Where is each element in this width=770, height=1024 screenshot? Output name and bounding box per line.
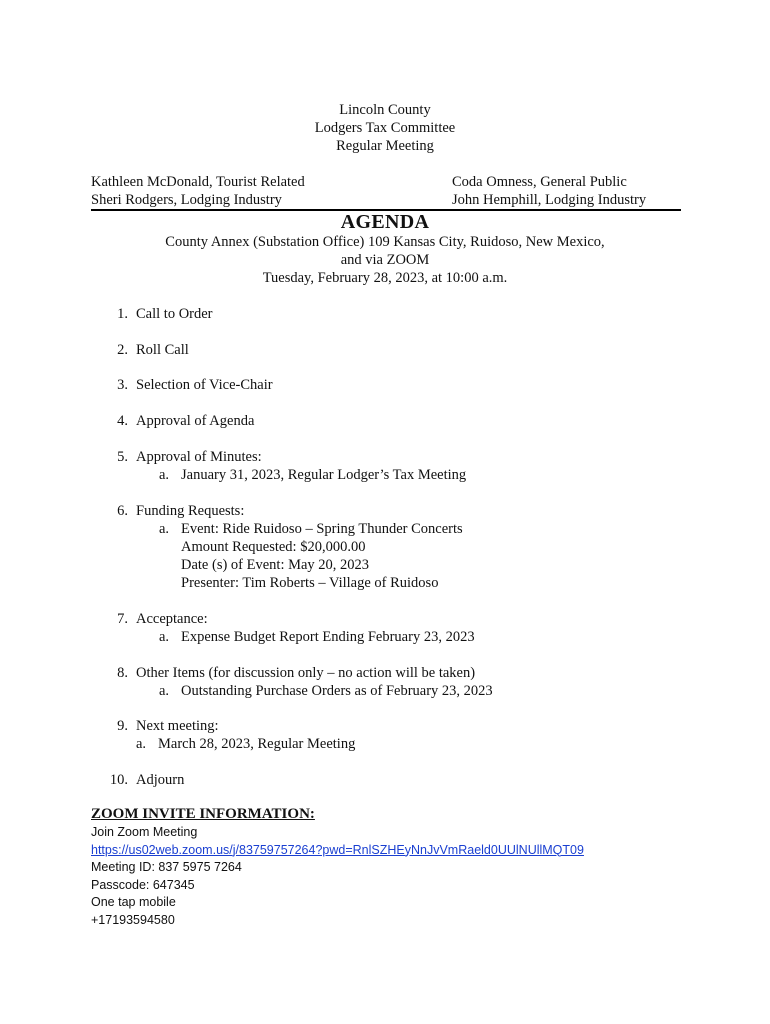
meeting-datetime: Tuesday, February 28, 2023, at 10:00 a.m. [262, 270, 508, 286]
item-number: 10. [109, 772, 128, 788]
item-number: 3. [117, 377, 128, 393]
subitem-text: March 28, 2023, Regular Meeting [158, 736, 356, 752]
committee-name: Lodgers Tax Committee [314, 120, 456, 136]
zoom-invite-section [91, 804, 584, 929]
item-number: 6. [117, 503, 128, 519]
item-number: 1. [117, 306, 128, 322]
location-address: County Annex (Substation Office) 109 Kansas City, Ruidoso, New Mexico, [165, 234, 605, 250]
item-text: Next meeting: [136, 718, 219, 734]
zoom-one-tap-label: One tap mobile [91, 895, 176, 909]
subitem-letter: a. [159, 521, 170, 537]
item-text: Acceptance: [136, 611, 208, 627]
subitem-letter: a. [159, 467, 170, 483]
item-number: 8. [117, 665, 128, 681]
zoom-passcode: Passcode: 647345 [91, 877, 195, 892]
location-via: and via ZOOM [340, 252, 430, 268]
zoom-meeting-id: Meeting ID: 837 5975 7264 [91, 860, 242, 874]
county-name: Lincoln County [339, 102, 431, 118]
subitem-text: Presenter: Tim Roberts – Village of Ruidoso [181, 575, 439, 591]
committee-members [91, 173, 681, 211]
item-number: 7. [117, 611, 128, 627]
item-number: 9. [117, 718, 128, 734]
item-text: Adjourn [136, 772, 185, 788]
zoom-meeting-link[interactable]: https://us02web.zoom.us/j/83759757264?pwd=RnlSZHEyNnJvVmRaeld0UUlNUllMQT09 [91, 842, 584, 857]
item-number: 4. [117, 413, 128, 429]
agenda-title: AGENDA [340, 211, 430, 233]
meeting-type: Regular Meeting [336, 138, 434, 154]
item-text: Funding Requests: [136, 503, 245, 519]
item-number: 5. [117, 449, 128, 465]
subitem-text: Outstanding Purchase Orders as of February 23, 2023 [181, 683, 493, 699]
zoom-join-label: Join Zoom Meeting [91, 825, 198, 839]
subitem-letter: a. [159, 629, 170, 645]
members-right-column [452, 173, 646, 209]
subitem-text: Event: Ride Ruidoso – Spring Thunder Concerts [181, 521, 463, 537]
member-name: John Hemphill, Lodging Industry [452, 192, 647, 208]
item-text: Approval of Agenda [136, 413, 255, 429]
item-text: Other Items (for discussion only – no action will be taken) [136, 665, 476, 681]
item-text: Roll Call [136, 342, 189, 358]
member-name: Kathleen McDonald, Tourist Related [91, 174, 305, 190]
item-number: 2. [117, 342, 128, 358]
members-left-column [91, 173, 305, 209]
subitem-letter: a. [159, 683, 170, 699]
subitem-text: January 31, 2023, Regular Lodger’s Tax Meeting [181, 467, 467, 483]
zoom-heading: ZOOM INVITE INFORMATION: [91, 806, 315, 822]
subitem-letter: a. [136, 736, 147, 752]
member-name: Sheri Rodgers, Lodging Industry [91, 192, 282, 208]
item-text: Approval of Minutes: [136, 449, 262, 465]
item-text: Call to Order [136, 306, 213, 322]
meeting-location [0, 233, 770, 287]
member-name: Coda Omness, General Public [452, 174, 627, 190]
subitem-text: Date (s) of Event: May 20, 2023 [181, 557, 370, 573]
subitem-text: Expense Budget Report Ending February 23, 2023 [181, 629, 475, 645]
zoom-phone-number[interactable]: +17193594580 [91, 912, 175, 927]
item-text: Selection of Vice-Chair [136, 377, 273, 393]
document-header [0, 101, 770, 155]
subitem-text: Amount Requested: $20,000.00 [181, 539, 366, 555]
